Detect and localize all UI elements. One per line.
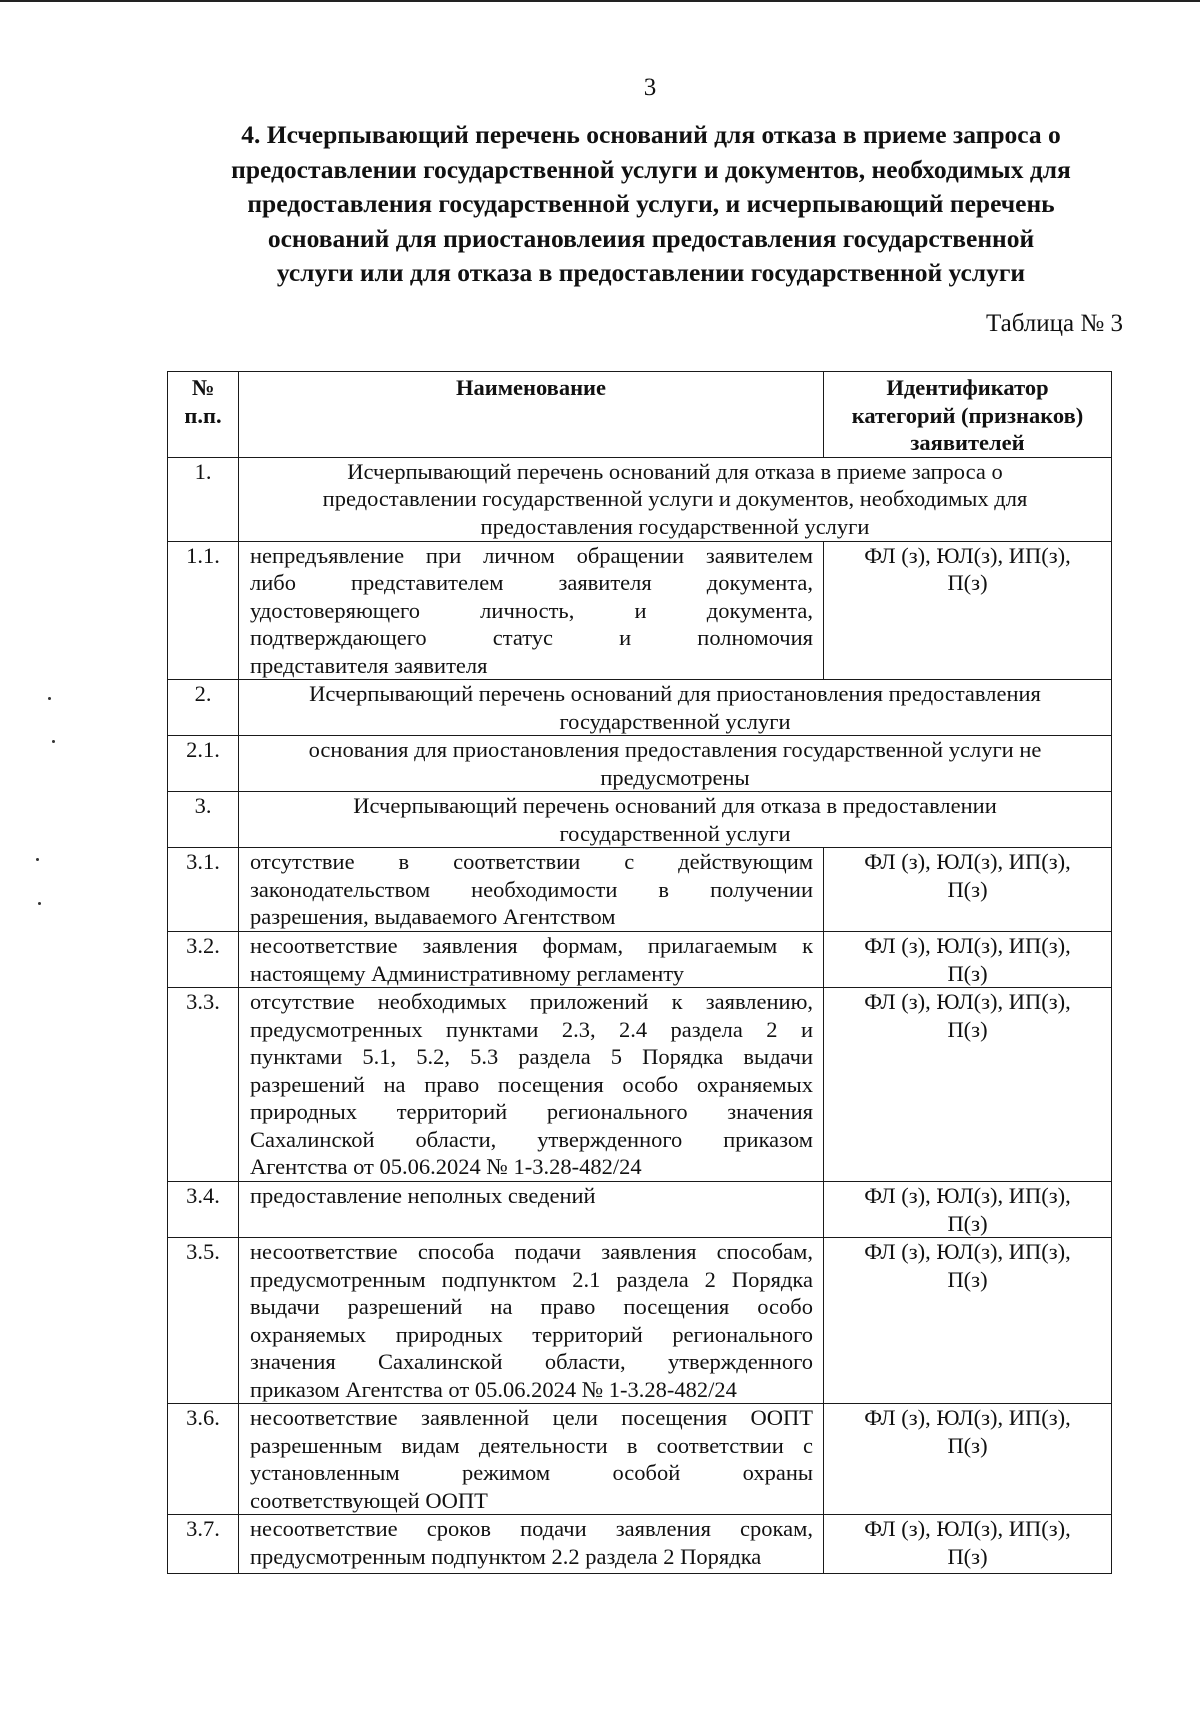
applicant-categories (824, 1404, 1112, 1515)
description-line: предусмотренным подпунктом 2.2 раздела 2 Порядка (250, 1543, 762, 1569)
ground-description (239, 1238, 824, 1404)
description-line: охраняемых природных территорий регионального (250, 1321, 813, 1347)
header-num-line: № (191, 375, 215, 400)
section-heading (170, 118, 1132, 291)
applicant-categories-line: П(з) (947, 876, 988, 902)
heading-line: оснований для приостановлеиия предоставления государственной (267, 223, 1035, 253)
section-title-line: предоставлении государственной услуги и документов, необходимых для (322, 486, 1028, 511)
description-line: природных территорий регионального значения (250, 1099, 813, 1124)
grounds-table (167, 371, 1112, 1574)
description-line: установленным режимом особой охраны (250, 1460, 813, 1485)
applicant-categories-line: ФЛ (з), ЮЛ(з), ИП(з), (864, 1516, 1071, 1541)
description-line: непредъявление при личном обращении заявителем (250, 542, 813, 568)
table-row (168, 541, 1112, 680)
header-ident-line: категорий (признаков) (851, 402, 1084, 428)
section-title (239, 680, 1112, 736)
description-line: разрешенным видам деятельности в соответствии с (250, 1432, 813, 1458)
applicant-categories-line: ФЛ (з), ЮЛ(з), ИП(з), (864, 933, 1071, 958)
table-section-row (168, 680, 1112, 736)
applicant-categories (824, 932, 1112, 988)
applicant-categories-line: ФЛ (з), ЮЛ(з), ИП(з), (864, 989, 1071, 1014)
description-line: предусмотренным подпунктом 2.1 раздела 2 Порядка (250, 1266, 813, 1292)
description-line: пунктами 5.1, 5.2, 5.3 раздела 5 Порядка выдачи (250, 1044, 813, 1069)
section-title-line: основания для приостановления предоставления государственной услуги не (308, 737, 1042, 762)
description-line (250, 1210, 813, 1238)
section-title-line: государственной услуги (559, 708, 791, 734)
description-line: подтверждающего статус и полномочия (250, 625, 813, 650)
header-num-line: п.п. (184, 402, 222, 428)
scan-top-edge (0, 0, 1200, 2)
applicant-categories-line: ФЛ (з), ЮЛ(з), ИП(з), (864, 542, 1071, 568)
description-line: разрешений на право посещения особо охраняемых (250, 1071, 813, 1097)
description-line: несоответствие заявленной цели посещения ООПТ (250, 1405, 813, 1430)
table-row (168, 988, 1112, 1182)
row-number: 2.1. (168, 736, 239, 792)
applicant-categories-line: ФЛ (з), ЮЛ(з), ИП(з), (864, 849, 1071, 874)
ground-description (239, 541, 824, 680)
table-row (168, 932, 1112, 988)
applicant-categories-line: П(з) (947, 1210, 988, 1236)
ground-description (239, 1182, 824, 1238)
applicant-categories-line: П(з) (947, 960, 988, 986)
description-line: Агентства от 05.06.2024 № 1-3.28-482/24 (250, 1154, 642, 1179)
row-number: 3.3. (168, 988, 239, 1182)
heading-line: предоставлении государственной услуги и документов, необходимых для (231, 154, 1071, 184)
applicant-categories (824, 1238, 1112, 1404)
section-title-line: Исчерпывающий перечень оснований для отказа в приеме запроса о (347, 458, 1003, 484)
table-row (168, 1404, 1112, 1515)
scan-speck (52, 740, 55, 743)
row-number: 3.2. (168, 932, 239, 988)
table-section-row (168, 457, 1112, 541)
header-name: Наименование (239, 372, 824, 458)
applicant-categories-line: ФЛ (з), ЮЛ(з), ИП(з), (864, 1405, 1071, 1430)
description-line: несоответствие способа подачи заявления способам, (250, 1239, 813, 1264)
applicant-categories (824, 541, 1112, 680)
row-number: 2. (168, 680, 239, 736)
section-title-line: предусмотрены (600, 764, 750, 790)
section-title (239, 457, 1112, 541)
header-ident (824, 372, 1112, 458)
description-line: соответствующей ООПТ (250, 1487, 488, 1513)
heading-line: 4. Исчерпывающий перечень оснований для отказа в приеме запроса о (241, 120, 1061, 149)
row-number: 3.5. (168, 1238, 239, 1404)
section-title-line: государственной услуги (559, 820, 791, 846)
scan-speck (38, 902, 41, 905)
row-number: 1. (168, 457, 239, 541)
applicant-categories (824, 1515, 1112, 1574)
table-row (168, 848, 1112, 932)
applicant-categories-line: П(з) (947, 1266, 988, 1292)
table-header-row (168, 372, 1112, 458)
description-line: приказом Агентства от 05.06.2024 № 1-3.28-482/24 (250, 1376, 737, 1402)
applicant-categories-line: ФЛ (з), ЮЛ(з), ИП(з), (864, 1239, 1071, 1264)
ground-description (239, 1404, 824, 1515)
table-row (168, 1515, 1112, 1574)
description-line: законодательством необходимости в получении (250, 876, 813, 902)
heading-line: услуги или для отказа в предоставлении государственной услуги (276, 258, 1026, 287)
description-line: несоответствие сроков подачи заявления срокам, (250, 1516, 813, 1541)
description-line: предоставление неполных сведений (250, 1183, 596, 1208)
section-title (239, 792, 1112, 848)
table-section-row (168, 792, 1112, 848)
row-number: 3.7. (168, 1515, 239, 1574)
table-section-row (168, 736, 1112, 792)
table-row (168, 1182, 1112, 1238)
header-ident-line: заявителей (910, 430, 1025, 455)
scan-speck (36, 858, 39, 861)
section-title-line: предоставления государственной услуги (480, 513, 870, 539)
applicant-categories (824, 1182, 1112, 1238)
applicant-categories-line: П(з) (947, 1016, 988, 1042)
description-line: настоящему Административному регламенту (250, 960, 685, 986)
description-line: значения Сахалинской области, утвержденного (250, 1349, 813, 1374)
applicant-categories-line: П(з) (947, 570, 988, 595)
description-line: либо представителем заявителя документа, (250, 570, 813, 595)
applicant-categories-line: П(з) (947, 1432, 988, 1458)
heading-line: предоставления государственной услуги, и исчерпывающий перечень (247, 189, 1055, 218)
description-line: предусмотренных пунктами 2.3, 2.4 раздела 2 и (250, 1016, 813, 1042)
applicant-categories-line: ФЛ (з), ЮЛ(з), ИП(з), (864, 1183, 1071, 1208)
description-line: выдачи разрешений на право посещения особо (250, 1294, 813, 1319)
scan-speck (48, 697, 51, 700)
description-line: представителя заявителя (250, 652, 488, 678)
table-row (168, 1238, 1112, 1404)
section-title-line: Исчерпывающий перечень оснований для приостановления предоставления (309, 681, 1041, 706)
ground-description (239, 1515, 824, 1574)
applicant-categories-line: П(з) (947, 1543, 988, 1569)
row-number: 3.4. (168, 1182, 239, 1238)
description-line: отсутствие необходимых приложений к заявлению, (250, 989, 813, 1014)
ground-description (239, 988, 824, 1182)
row-number: 3. (168, 792, 239, 848)
ground-description (239, 848, 824, 932)
row-number: 3.6. (168, 1404, 239, 1515)
description-line: отсутствие в соответствии с действующим (250, 849, 813, 874)
section-title (239, 736, 1112, 792)
description-line: разрешения, выдаваемого Агентством (250, 904, 616, 929)
header-num (168, 372, 239, 458)
applicant-categories (824, 988, 1112, 1182)
section-title-line: Исчерпывающий перечень оснований для отказа в предоставлении (353, 793, 997, 818)
table-caption: Таблица № 3 (985, 310, 1123, 337)
row-number: 1.1. (168, 541, 239, 680)
ground-description (239, 932, 824, 988)
description-line: Сахалинской области, утвержденного приказом (250, 1126, 813, 1152)
page-number: 3 (643, 74, 657, 101)
description-line: несоответствие заявления формам, прилагаемым к (250, 933, 813, 958)
row-number: 3.1. (168, 848, 239, 932)
description-line: удостоверяющего личность, и документа, (250, 597, 813, 623)
header-ident-line: Идентификатор (886, 375, 1049, 400)
applicant-categories (824, 848, 1112, 932)
